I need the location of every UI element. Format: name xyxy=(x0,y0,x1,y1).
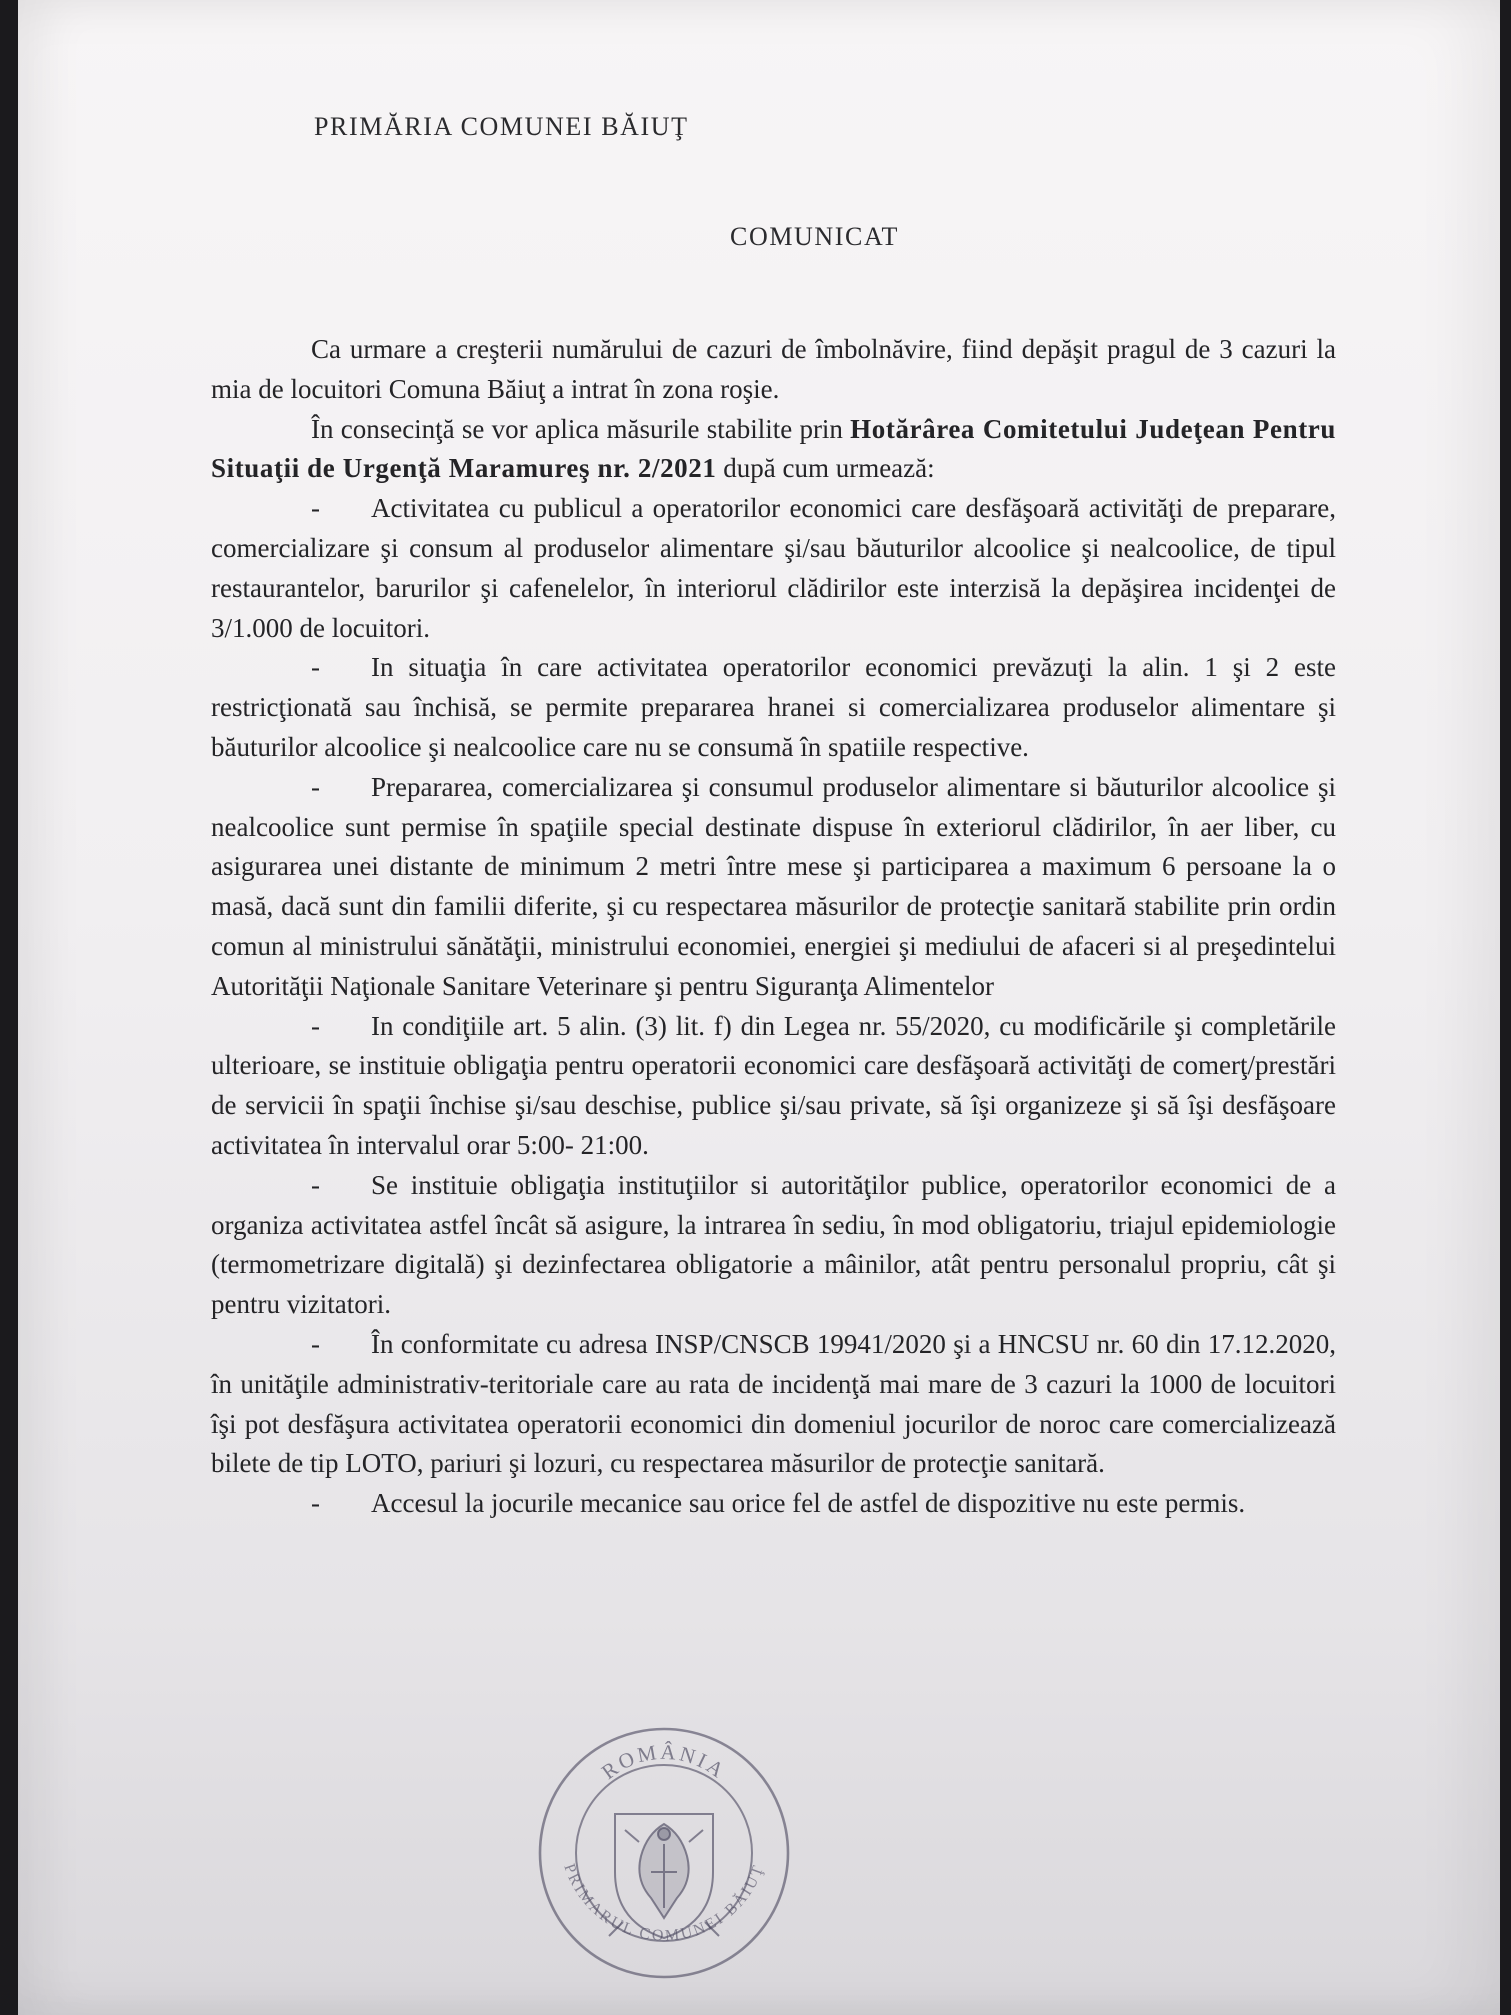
measure-item xyxy=(211,648,1336,767)
measure-item xyxy=(211,489,1336,648)
institution-header: PRIMĂRIA COMUNEI BĂIUŢ xyxy=(314,112,689,141)
dash-bullet: - xyxy=(311,771,320,802)
measure-text: Prepararea, comercializarea şi consumul produselor alimentare si băuturilor alcoolice şi nealcoolice sunt permise în spaţiile special destinate dispuse în exteriorul clădirilor, în aer liber, cu asigurarea unei distante de minimum 2 metri între mese şi participarea a maximum 6 persoane la o masă, dacă sunt din familii diferite, şi cu respectarea măsurilor de protecţie sanitară stabilite prin ordin comun al ministrului sănătăţii, ministrului economiei, energiei şi mediului de afaceri si al preşedintelui Autorităţii Naţionale Sanitare Veterinare şi pentru Siguranţa Alimentelor xyxy=(211,771,1336,1001)
document-title: COMUNICAT xyxy=(730,222,899,251)
document-page xyxy=(18,0,1500,2015)
measure-text: Activitatea cu publicul a operatorilor economici care desfăşoară activităţi de preparare, comercializare şi consum al produselor alimentare şi/sau băuturilor alcoolice şi nealcoolice, de tipul restaurantelor, barurilor şi cafenelelor, în interiorul clădirilor este interzisă la depăşirea incidenţei de 3/1.000 de locuitori. xyxy=(211,493,1336,643)
intro-text: În consecinţă se vor aplica măsurile stabilite prin xyxy=(311,413,851,444)
stamp-ring-text: PRIMARUL COMUNEI BĂIUŢ xyxy=(560,1861,768,1945)
intro-text-end: după cum urmează: xyxy=(716,453,935,484)
document-body xyxy=(211,330,1336,1524)
measure-text: In condiţiile art. 5 alin. (3) lit. f) din Legea nr. 55/2020, cu modificările şi completările ulterioare, se instituie obligaţia pentru operatorii economici care desfăşoară activităţi de comerţ/prestări de servicii în spaţii închise şi/sau deschise, publice şi/sau private, să îşi organizeze şi să îşi desfăşoare activitatea în intervalul orar 5:00- 21:00. xyxy=(211,1010,1336,1160)
measure-text: Accesul la jocurile mecanice sau orice fel de astfel de dispozitive nu este permis. xyxy=(371,1488,1246,1519)
dash-bullet: - xyxy=(311,1328,320,1359)
dash-bullet: - xyxy=(311,1010,320,1041)
official-stamp xyxy=(533,1722,795,1984)
measure-item xyxy=(211,1166,1336,1325)
stamp-top-text: ROMÂNIA xyxy=(597,1739,731,1784)
measure-item xyxy=(211,1484,1336,1524)
intro-paragraph: Ca urmare a creşterii numărului de cazuri de îmbolnăvire, fiind depăşit pragul de 3 cazuri la mia de locuitori Comuna Băiuţ a intrat în zona roşie. xyxy=(211,334,1336,404)
measure-item xyxy=(211,1325,1336,1484)
measure-item xyxy=(211,1007,1336,1166)
measure-text: Se instituie obligaţia instituţiilor si autorităţilor publice, operatorilor economici de a organiza activitatea astfel încât să asigure, la intrarea în sediu, în mod obligatoriu, triajul epidemiologie (termometrizare digitală) şi dezinfectarea obligatorie a mâinilor, atât pentru personalul propriu, cât şi pentru vizitatori. xyxy=(211,1169,1336,1320)
dash-bullet: - xyxy=(311,1169,320,1200)
decision-reference: Hotărârea Comitetului Judeţean Pentru Situaţii de Urgenţă Maramureş nr. 2/2021 xyxy=(211,413,1337,484)
measure-text: În conformitate cu adresa INSP/CNSCB 19941/2020 şi a HNCSU nr. 60 din 17.12.2020, în unităţile administrativ-teritoriale care au rata de incidenţă mai mare de 3 cazuri la 1000 de locuitori îşi pot desfăşura activitatea operatorii economici din domeniul jocurilor de noroc care comercializează bilete de tip LOTO, pariuri şi lozuri, cu respectarea măsurilor de protecţie sanitară. xyxy=(211,1328,1336,1479)
dash-bullet: - xyxy=(311,1488,320,1519)
dash-bullet: - xyxy=(311,493,320,524)
measure-text: In situaţia în care activitatea operatorilor economici prevăzuţi la alin. 1 şi 2 este restricţionată sau închisă, se permite prepararea hranei si comercializarea produselor alimentare şi băuturilor alcoolice şi nealcoolice care nu se consumă în spatiile respective. xyxy=(211,652,1336,762)
dash-bullet: - xyxy=(311,652,320,683)
intro-decision-paragraph xyxy=(211,410,1336,490)
measure-item xyxy=(211,768,1336,1007)
